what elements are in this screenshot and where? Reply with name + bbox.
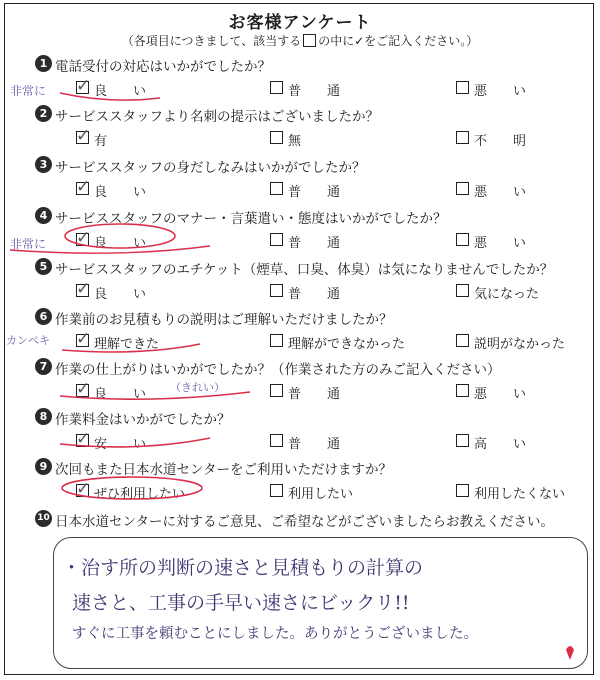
option-label: 普 通 [288,437,341,452]
question-number-4: 4 [35,207,52,224]
option-label: 良 い [94,287,147,302]
comment-line-3: すぐに工事を頼むことにしました。ありがとうございました。 [72,626,478,642]
check-mark-sample: ✓ [354,34,365,48]
handwritten-note-q6: カンペキ [6,334,50,347]
question-number-1: 1 [35,55,52,72]
option-label: 有 [94,134,108,149]
option-label: 利用したくない [474,487,566,502]
question-text-3: サービススタッフの身だしなみはいかがでしたか？ [55,160,366,176]
red-circle-q9 [62,477,202,499]
question-text-10: 日本水道センターに対するご意見、ご希望などがございましたらお教えください。 [55,514,554,530]
option-label: 気になった [474,287,540,302]
question-text-1: 電話受付の対応はいかがでしたか？ [55,59,271,75]
option-label: 良 い [94,236,147,251]
red-underline-q6 [62,344,200,352]
instructions-text-end: をご記入ください。） [364,34,479,48]
question-number-5: 5 [35,258,52,275]
option-label: 良 い [94,185,147,200]
red-underline-q7 [60,392,250,399]
question-number-10: 10 [35,510,52,527]
question-text-4: サービススタッフのマナー・言葉遣い・態度はいかがでしたか？ [55,211,447,227]
survey-title: お客様アンケート [228,13,372,33]
question-text-5: サービススタッフのエチケット（煙草、口臭、体臭）は気になりませんでしたか？ [55,262,554,278]
option-label: 理解できた [94,337,160,352]
question-text-7: 作業の仕上がりはいかがでしたか？（作業された方のみご記入ください） [55,362,501,378]
red-underline-q1 [60,93,160,100]
comment-line-1: ・治す所の判断の速さと見積もりの計算の [62,557,424,579]
option-label: 高 い [474,437,527,452]
handwritten-note-q4: 非常に [10,237,47,251]
question-number-6: 6 [35,308,52,325]
option-label: 安 い [94,437,147,452]
option-label: 無 [288,134,302,149]
option-label: 悪 い [474,387,527,402]
red-circle-q4 [65,224,175,248]
question-text-8: 作業料金はいかがでしたか？ [55,412,231,428]
option-label: 普 通 [288,84,341,99]
option-label: 理解ができなかった [288,337,406,352]
instructions-text-mid: の中に [318,34,355,48]
option-label: 良 い [94,84,147,99]
question-number-7: 7 [35,358,52,375]
question-number-8: 8 [35,408,52,425]
option-label: 普 通 [288,287,341,302]
option-label: 不 明 [474,134,527,149]
option-label: 説明がなかった [474,337,566,352]
handwritten-note-q7: （きれい） [170,381,225,394]
question-number-3: 3 [35,156,52,173]
handwritten-note-q1: 非常に [10,84,47,98]
question-text-9: 次回もまた日本水道センターをご利用いただけますか？ [55,462,392,478]
question-text-2: サービススタッフより名刺の提示はございましたか？ [55,109,379,125]
option-label: 悪 い [474,185,527,200]
option-label: 良 い [94,387,147,402]
question-number-9: 9 [35,458,52,475]
option-label: 普 通 [288,387,341,402]
question-number-2: 2 [35,105,52,122]
comment-line-2: 速さと、工事の手早い速さにビックリ!! [72,592,410,614]
instructions-text-start: （各項目につきまして、該当する [121,34,302,48]
red-underline-q8 [60,438,210,447]
option-label: 悪 い [474,236,527,251]
option-label: 利用したい [288,487,354,502]
option-label: 普 通 [288,185,341,200]
option-label: ぜひ利用したい [94,487,186,502]
option-label: 普 通 [288,236,341,251]
option-label: 悪 い [474,84,527,99]
question-text-6: 作業前のお見積もりの説明はご理解いただけましたか？ [55,312,393,328]
